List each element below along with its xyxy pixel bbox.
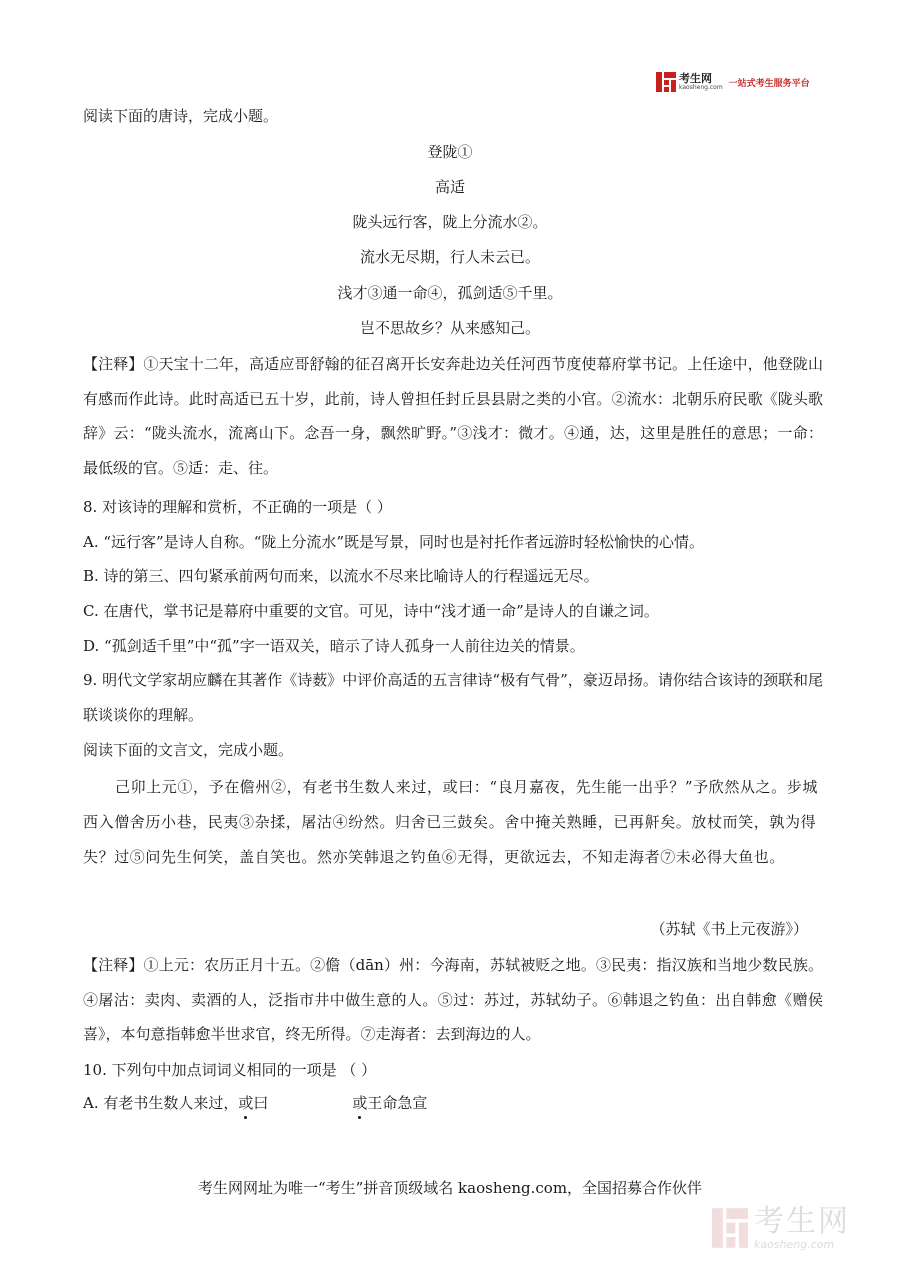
- prose-source: （苏轼《书上元夜游》）: [650, 920, 808, 938]
- question-8-option-a: A. “远行客”是诗人自称。“陇上分流水”既是写景，同时也是衬托作者远游时轻松愉快的心情。: [83, 533, 705, 551]
- poem-line: 陇头远行客，陇上分流水②。: [352, 213, 548, 231]
- poem-author: 高适: [434, 178, 465, 196]
- poem-instruction: 阅读下面的唐诗，完成小题。: [83, 107, 279, 125]
- kaosheng-logo-icon: [656, 72, 676, 92]
- watermark-logo-icon: [712, 1208, 748, 1248]
- logo-slogan: 一站式考生服务平台: [728, 78, 810, 89]
- poem-notes: 【注释】①天宝十二年，高适应哥舒翰的征召离开长安奔赴边关任河西节度使幕府掌书记。上任途中，他登陇山有感而作此诗。此时高适已五十岁，此前，诗人曾担任封丘县县尉之类的小官。②流水：北朝乐府民歌《陇头歌辞》云：“陇头流水，流离山下。念吾一身，飘然旷野。”③浅才：微才。④通，达，这里是胜任的意思；一命：最低级的官。⑤适：走、往。: [83, 355, 823, 477]
- site-logo: [656, 70, 826, 94]
- watermark-name: 考生网: [754, 1203, 850, 1239]
- question-8-option-d: D. “孤剑适千里”中“孤”字一语双关，暗示了诗人孤身一人前往边关的情景。: [83, 637, 585, 655]
- question-8-stem: 8. 对该诗的理解和赏析，不正确的一项是（ ）: [83, 498, 392, 516]
- option-a-mid: 曰: [253, 1094, 269, 1112]
- question-10-option-a: [83, 1093, 427, 1113]
- watermark-domain: kaosheng.com: [754, 1237, 835, 1251]
- logo-name: 考生网: [679, 72, 712, 85]
- watermark: [712, 1200, 862, 1256]
- question-8-option-c: C. 在唐代，掌书记是幕府中重要的文官。可见，诗中“浅才通一命”是诗人的自谦之词。: [83, 602, 659, 620]
- dotted-word: 或: [238, 1094, 254, 1112]
- poem-line: 流水无尽期，行人未云已。: [359, 248, 540, 266]
- prose-instruction: 阅读下面的文言文，完成小题。: [83, 741, 294, 759]
- question-8-option-b: B. 诗的第三、四句紧承前两句而来，以流水不尽来比喻诗人的行程遥远无尽。: [83, 567, 599, 585]
- dotted-word: 或: [352, 1094, 368, 1112]
- logo-domain: kaosheng.com: [679, 84, 723, 91]
- poem-line: 岂不思故乡？从来感知己。: [359, 319, 540, 337]
- page-footer: 考生网网址为唯一“考生”拼音顶级域名 kaosheng.com，全国招募合作伙伴: [197, 1179, 703, 1197]
- question-10-stem: 10. 下列句中加点词词义相同的一项是 （ ）: [83, 1061, 377, 1079]
- option-a-prefix: A. 有老书生数人来过，: [83, 1094, 239, 1112]
- question-9: 9. 明代文学家胡应麟在其著作《诗薮》中评价高适的五言律诗“极有气骨”，豪迈昂扬。请你结合该诗的颈联和尾联谈谈你的理解。: [83, 671, 823, 724]
- prose-notes: 【注释】①上元：农历正月十五。②儋（dān）州：今海南，苏轼被贬之地。③民夷：指汉族和当地少数民族。④屠沽：卖肉、卖酒的人，泛指市井中做生意的人。⑤过：苏过，苏轼幼子。⑥韩退之钓鱼：出自韩愈《赠侯喜》，本句意指韩愈半世求官，终无所得。⑦走海者：去到海边的人。: [83, 956, 823, 1043]
- poem-title: 登陇①: [427, 143, 473, 161]
- option-a-suffix: 王命急宣: [367, 1094, 428, 1112]
- prose-text: 己卯上元①，予在儋州②，有老书生数人来过，或曰：“良月嘉夜，先生能一出乎？”予欣然从之。步城西入僧舍历小巷，民夷③杂揉，屠沽④纷然。归舍已三鼓矣。舍中掩关熟睡，已再鼾矣。放杖而笑，孰为得失？过⑤问先生何笑，盖自笑也。然亦笑韩退之钓鱼⑥无得，更欲远去，不知走海者⑦未必得大鱼也。: [83, 778, 818, 866]
- poem-line: 浅才③通一命④，孤剑适⑤千里。: [337, 284, 563, 302]
